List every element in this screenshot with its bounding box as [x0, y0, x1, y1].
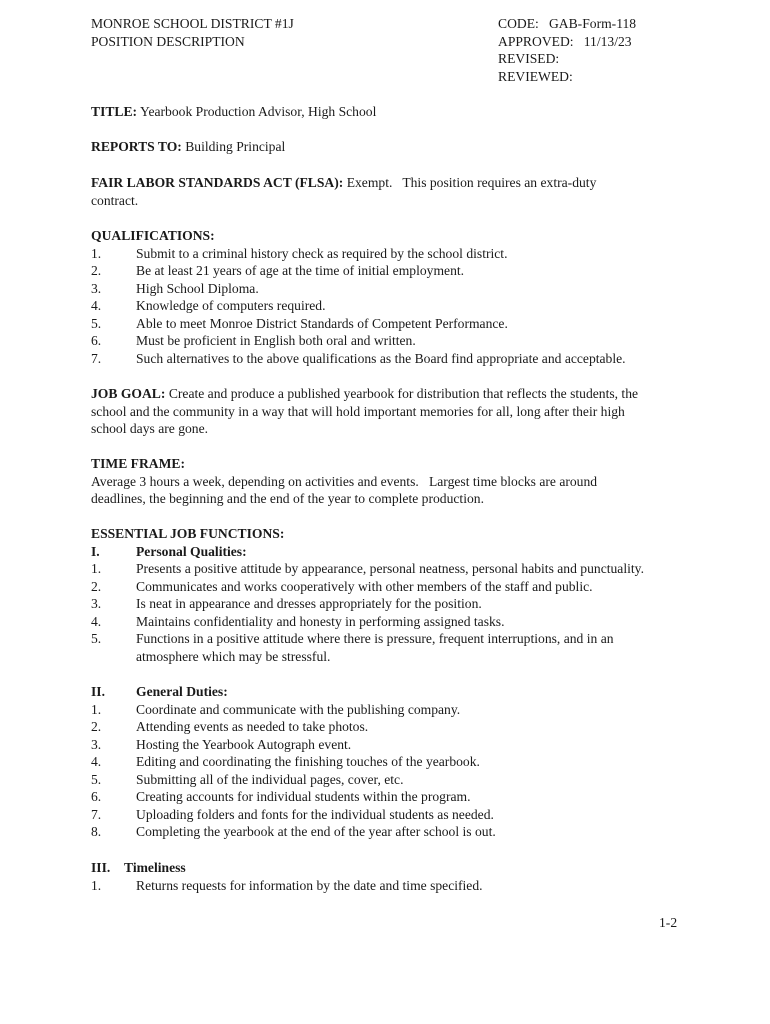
list-item: 3. Hosting the Yearbook Autograph event. [91, 736, 352, 752]
time-frame-section: TIME FRAME: Average 3 hours a week, depending on activities and events. Largest time blocks are around deadlines, the beginning and the end of the year to complete production. [91, 456, 598, 506]
code-label: CODE: [498, 16, 539, 31]
list-item: 4. Knowledge of computers required. [91, 298, 326, 313]
list-item: 6. Creating accounts for individual students within the program. [91, 789, 471, 804]
district-name: MONROE SCHOOL DISTRICT #1J [91, 16, 294, 31]
list-item: 2. Communicates and works cooperatively with other members of the staff and public. [91, 578, 593, 594]
list-item: 7. Uploading folders and fonts for the individual students as needed. [91, 806, 494, 822]
essential-functions-section [91, 525, 691, 665]
job-goal-label: JOB GOAL: [91, 386, 166, 401]
list-item: 5. Submitting all of the individual pages, cover, etc. [91, 771, 404, 787]
code-line [498, 15, 636, 33]
time-frame-heading: TIME FRAME: [91, 456, 186, 471]
list-item: 5. Functions in a positive attitude where there is pressure, frequent interruptions, and in an [91, 631, 614, 646]
approved-value: 11/13/23 [583, 33, 632, 49]
list-item: 7. Such alternatives to the above qualifications as the Board find appropriate and acceptable. [91, 350, 626, 366]
reports-to-line [91, 138, 691, 156]
list-item: 4. Maintains confidentiality and honesty in performing assigned tasks. [91, 613, 505, 629]
list-item: 5. Able to meet Monroe District Standards of Competent Performance. [91, 315, 508, 331]
flsa-section [91, 174, 691, 209]
list-item: 3. High School Diploma. [91, 280, 259, 296]
reports-to-value: Building Principal [185, 139, 286, 154]
title-value: Yearbook Production Advisor, High School [140, 104, 377, 119]
document-type: POSITION DESCRIPTION [91, 33, 245, 49]
list-item: 1. Coordinate and communicate with the publishing company. [91, 701, 461, 717]
header-right [498, 15, 636, 85]
list-item: 1. Returns requests for information by the date and time specified. [91, 877, 483, 893]
list-item: 1. Presents a positive attitude by appearance, personal neatness, personal habits and punctuality. [91, 561, 644, 576]
section-heading: II. General Duties: [91, 684, 228, 699]
section-heading: III. Timeliness [91, 860, 186, 875]
page-number: 1-2 [659, 915, 678, 930]
code-value: GAB-Form-118 [548, 16, 637, 31]
qualifications-heading: QUALIFICATIONS: [91, 228, 215, 243]
list-item: 2. Attending events as needed to take photos. [91, 719, 369, 734]
approved-line [498, 33, 636, 51]
list-item-cont: atmosphere which may be stressful. [136, 648, 331, 664]
job-goal-section: JOB GOAL: Create and produce a published yearbook for distribution that reflects the students, the school and the community in a way that will hold important memories for all, long after their high school days are gone. [91, 386, 639, 436]
timeliness-section [91, 859, 691, 894]
list-item: 3. Is neat in appearance and dresses appropriately for the position. [91, 596, 482, 611]
reviewed-line: REVIEWED: [498, 68, 573, 84]
list-item: 6. Must be proficient in English both oral and written. [91, 333, 416, 348]
general-duties-section [91, 683, 691, 841]
section-heading: I. Personal Qualities: [91, 543, 247, 559]
essential-heading: ESSENTIAL JOB FUNCTIONS: [91, 526, 285, 541]
list-item: 4. Editing and coordinating the finishing touches of the yearbook. [91, 754, 480, 769]
revised-line: REVISED: [498, 51, 560, 66]
title-line [91, 103, 691, 121]
list-item: 1. Submit to a criminal history check as required by the school district. [91, 245, 508, 261]
title-label: TITLE: [91, 104, 138, 119]
reports-to-label: REPORTS TO: [91, 139, 182, 154]
flsa-label: FAIR LABOR STANDARDS ACT (FLSA): [91, 175, 344, 190]
qualifications-section [91, 227, 691, 367]
header-left [91, 15, 294, 50]
approved-label: APPROVED: [498, 33, 574, 49]
flsa-value: Exempt. This position requires an extra-duty [346, 175, 597, 190]
list-item: 2. Be at least 21 years of age at the time of initial employment. [91, 263, 465, 278]
flsa-value-cont: contract. [91, 192, 139, 208]
list-item: 8. Completing the yearbook at the end of the year after school is out. [91, 824, 496, 839]
